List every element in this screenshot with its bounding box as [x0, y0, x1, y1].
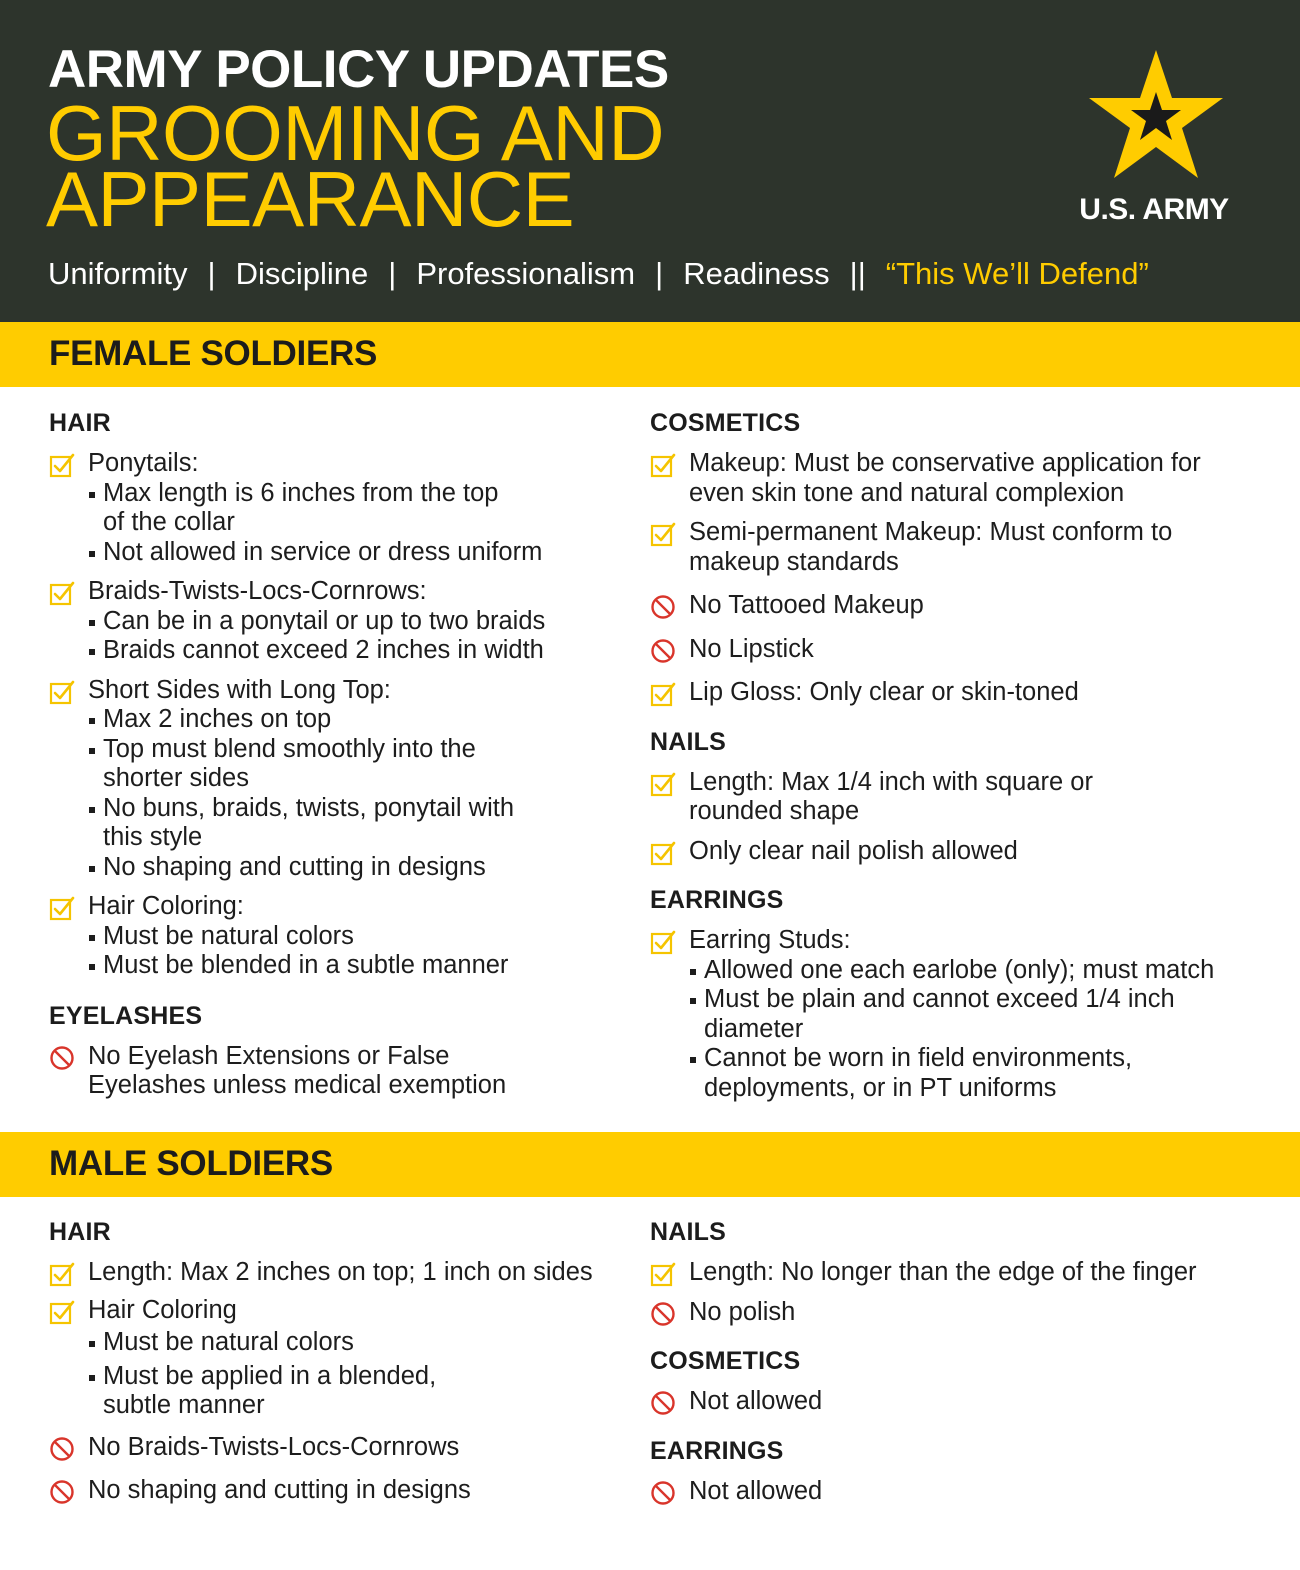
bullet-icon — [89, 718, 95, 724]
sub-item — [49, 853, 649, 883]
list-item — [49, 892, 649, 922]
bullet-icon — [89, 807, 95, 813]
list-item — [49, 1296, 649, 1326]
prohibited-icon — [49, 1479, 75, 1505]
list-item — [650, 678, 1290, 708]
item-text: Makeup: Must be conservative application for — [689, 449, 1201, 477]
sub-item-text: No buns, braids, twists, ponytail with — [103, 793, 515, 822]
checkbox-check-icon — [49, 1261, 75, 1287]
male-soldiers-band — [0, 1132, 1300, 1197]
female-soldiers-title: FEMALE SOLDIERS — [49, 334, 378, 373]
item-text: Semi-permanent Makeup: Must conform to — [689, 518, 1173, 546]
bullet-icon — [89, 866, 95, 872]
item-text: Earring Studs: — [689, 926, 851, 954]
sub-item-text: Cannot be worn in field environments, — [704, 1044, 1133, 1072]
prohibited-icon — [650, 1301, 676, 1327]
army-star-logo-icon — [1086, 48, 1226, 182]
female-eyelashes-heading: EYELASHES — [49, 1001, 203, 1030]
sub-item-text: No shaping and cutting in designs — [103, 852, 486, 881]
female-right-column — [650, 408, 1290, 1103]
sub-item-text: subtle manner — [103, 1391, 265, 1419]
list-item — [650, 768, 1290, 827]
sub-item-text: Must be applied in a blended, — [103, 1361, 437, 1390]
sub-item — [49, 607, 649, 637]
item-text: Short Sides with Long Top: — [88, 675, 391, 704]
sub-item — [49, 1362, 649, 1421]
checkbox-check-icon — [650, 521, 676, 547]
checkbox-check-icon — [650, 1261, 676, 1287]
sub-item — [49, 794, 649, 853]
sub-item-text: Must be blended in a subtle manner — [103, 951, 509, 979]
header-kicker: ARMY POLICY UPDATES — [48, 40, 669, 99]
army-logo-text: U.S. ARMY — [1079, 193, 1229, 226]
prohibited-icon — [650, 1390, 676, 1416]
list-item — [49, 1042, 649, 1101]
list-item — [650, 1258, 1290, 1288]
army-motto: “This We’ll Defend” — [885, 256, 1149, 291]
list-item — [49, 676, 649, 706]
checkbox-check-icon — [49, 679, 75, 705]
value-separator: | — [207, 256, 216, 291]
female-earrings-heading: EARRINGS — [650, 886, 784, 914]
item-text: No Tattooed Makeup — [689, 591, 924, 619]
sub-item — [49, 1328, 649, 1358]
female-cosmetics-heading: COSMETICS — [650, 409, 801, 437]
sub-item — [49, 538, 649, 568]
item-text: Eyelashes unless medical exemption — [88, 1071, 507, 1099]
item-text: Hair Coloring: — [88, 892, 244, 920]
bullet-icon — [690, 998, 696, 1004]
list-item — [650, 1477, 1290, 1507]
sub-item — [650, 1044, 1290, 1103]
sub-item-text: Allowed one each earlobe (only); must match — [704, 955, 1215, 984]
item-text: No Braids-Twists-Locs-Cornrows — [88, 1432, 460, 1461]
male-soldiers-title: MALE SOLDIERS — [49, 1144, 333, 1183]
values-line — [48, 256, 1149, 292]
item-text: rounded shape — [689, 797, 860, 825]
value-discipline: Discipline — [235, 256, 369, 291]
male-earrings-heading: EARRINGS — [650, 1436, 784, 1465]
bullet-icon — [89, 620, 95, 626]
item-text: Ponytails: — [88, 449, 199, 477]
sub-item — [49, 636, 649, 666]
item-text: Length: Max 2 inches on top; 1 inch on sides — [88, 1258, 593, 1286]
bullet-icon — [89, 1341, 95, 1347]
sub-item-text: this style — [103, 823, 203, 851]
list-item — [650, 1298, 1290, 1328]
value-separator: | — [655, 256, 664, 291]
sub-item — [49, 705, 649, 735]
sub-item — [49, 922, 649, 952]
female-hair-heading: HAIR — [49, 409, 111, 437]
sub-item-text: diameter — [704, 1014, 804, 1043]
sub-item-text: Braids cannot exceed 2 inches in width — [103, 636, 544, 664]
checkbox-check-icon — [650, 929, 676, 955]
value-uniformity: Uniformity — [48, 256, 188, 291]
list-item — [49, 577, 649, 607]
header — [0, 0, 1300, 322]
female-soldiers-band — [0, 322, 1300, 387]
prohibited-icon — [650, 594, 676, 620]
item-text: Not allowed — [689, 1476, 823, 1505]
sub-item — [650, 956, 1290, 986]
value-professionalism: Professionalism — [416, 256, 636, 291]
value-readiness: Readiness — [683, 256, 830, 291]
list-item — [650, 635, 1290, 665]
checkbox-check-icon — [650, 452, 676, 478]
sub-item-text: Must be plain and cannot exceed 1/4 inch — [704, 985, 1175, 1013]
list-item — [49, 1258, 649, 1288]
male-cosmetics-heading: COSMETICS — [650, 1347, 801, 1375]
sub-item — [49, 479, 649, 538]
bullet-icon — [89, 492, 95, 498]
sub-item-text: Top must blend smoothly into the — [103, 734, 476, 763]
bullet-icon — [89, 964, 95, 970]
list-item — [650, 1387, 1290, 1417]
sub-item-text: Max 2 inches on top — [103, 705, 332, 733]
male-right-column — [650, 1217, 1290, 1506]
list-item — [650, 837, 1290, 867]
female-left-column — [49, 408, 649, 1101]
male-left-column — [49, 1217, 649, 1506]
list-item — [49, 1433, 649, 1463]
prohibited-icon — [49, 1045, 75, 1071]
value-double-separator: || — [849, 256, 866, 291]
list-item — [650, 591, 1290, 621]
item-text: Braids-Twists-Locs-Cornrows: — [88, 577, 427, 605]
item-text: Only clear nail polish allowed — [689, 836, 1018, 865]
list-item — [49, 1476, 649, 1506]
sub-item-text: Not allowed in service or dress uniform — [103, 537, 543, 566]
title-line-1: GROOMING AND — [46, 89, 665, 177]
list-item — [650, 926, 1290, 956]
item-text: even skin tone and natural complexion — [689, 478, 1125, 507]
female-nails-heading: NAILS — [650, 727, 726, 756]
item-text: Lip Gloss: Only clear or skin-toned — [689, 678, 1079, 706]
bullet-icon — [690, 1057, 696, 1063]
list-item — [650, 518, 1290, 577]
prohibited-icon — [49, 1436, 75, 1462]
item-text: No shaping and cutting in designs — [88, 1476, 471, 1504]
checkbox-check-icon — [650, 681, 676, 707]
item-text: Hair Coloring — [88, 1295, 237, 1324]
sub-item-text: deployments, or in PT uniforms — [704, 1073, 1057, 1102]
checkbox-check-icon — [49, 1299, 75, 1325]
sub-item-text: Can be in a ponytail or up to two braids — [103, 606, 546, 635]
sub-item-text: Must be natural colors — [103, 921, 354, 950]
sub-item — [49, 735, 649, 794]
checkbox-check-icon — [650, 771, 676, 797]
item-text: No Eyelash Extensions or False — [88, 1041, 450, 1070]
male-hair-heading: HAIR — [49, 1218, 111, 1246]
item-text: No Lipstick — [689, 634, 814, 663]
sub-item-text: shorter sides — [103, 764, 249, 792]
bullet-icon — [89, 649, 95, 655]
item-text: No polish — [689, 1297, 796, 1326]
item-text: Length: Max 1/4 inch with square or — [689, 767, 1093, 796]
male-nails-heading: NAILS — [650, 1218, 726, 1246]
item-text: Length: No longer than the edge of the finger — [689, 1258, 1197, 1286]
sub-item-text: Must be natural colors — [103, 1328, 354, 1356]
title-line-2: APPEARANCE — [46, 155, 575, 243]
sub-item-text: of the collar — [103, 508, 235, 536]
checkbox-check-icon — [49, 452, 75, 478]
bullet-icon — [89, 935, 95, 941]
prohibited-icon — [650, 638, 676, 664]
bullet-icon — [89, 1375, 95, 1381]
prohibited-icon — [650, 1480, 676, 1506]
sub-item — [49, 951, 649, 981]
checkbox-check-icon — [49, 580, 75, 606]
item-text: Not allowed — [689, 1387, 823, 1415]
bullet-icon — [89, 748, 95, 754]
checkbox-check-icon — [650, 840, 676, 866]
checkbox-check-icon — [49, 895, 75, 921]
sub-item — [650, 985, 1290, 1044]
value-separator: | — [388, 256, 397, 291]
sub-item-text: Max length is 6 inches from the top — [103, 478, 499, 507]
bullet-icon — [89, 551, 95, 557]
list-item — [650, 449, 1290, 508]
item-text: makeup standards — [689, 547, 899, 576]
bullet-icon — [690, 969, 696, 975]
list-item — [49, 449, 649, 479]
